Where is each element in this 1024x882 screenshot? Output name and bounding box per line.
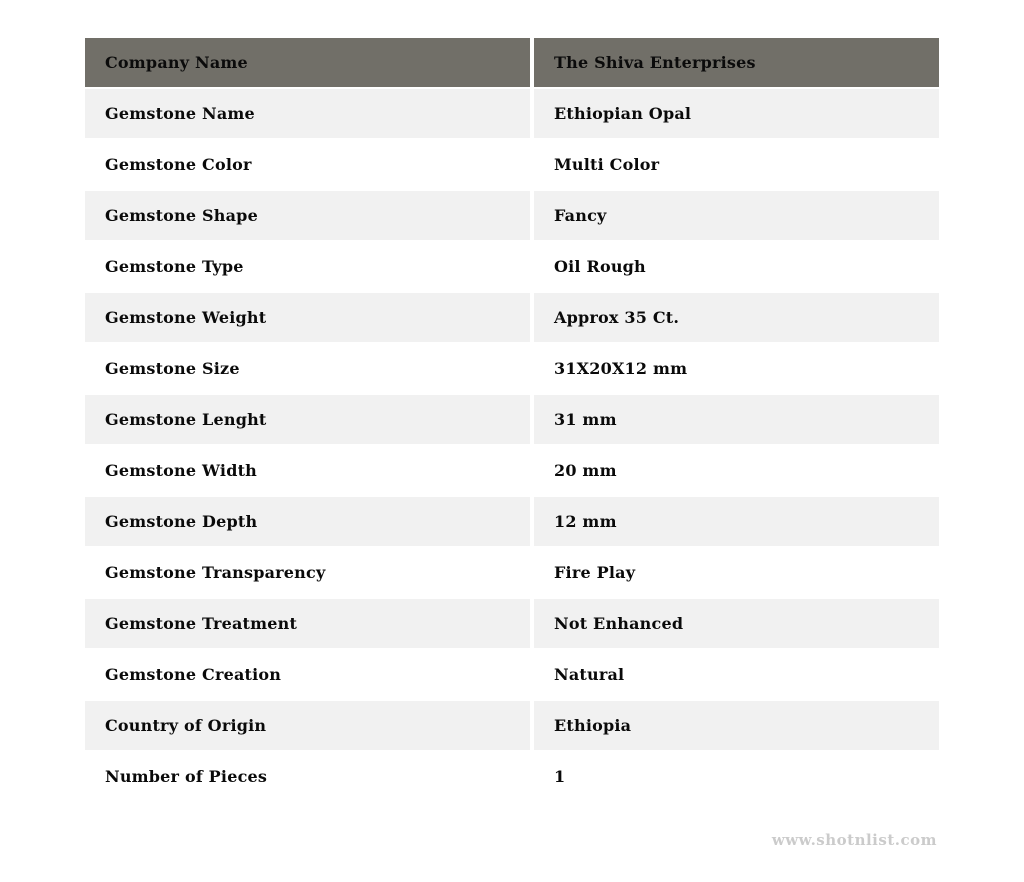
row-value-cell: 1 [534,752,939,801]
header-company-label: Company Name [85,38,530,87]
table-row [85,293,939,342]
row-value-cell: 31 mm [534,395,939,444]
row-label-cell: Gemstone Weight [85,293,530,342]
gemstone-spec-table [81,36,943,803]
row-label-cell: Gemstone Type [85,242,530,291]
row-label-cell: Gemstone Transparency [85,548,530,597]
row-value-cell: Ethiopian Opal [534,89,939,138]
row-value-cell: Multi Color [534,140,939,189]
table-row [85,599,939,648]
row-value-cell: Natural [534,650,939,699]
row-label-cell: Gemstone Treatment [85,599,530,648]
row-value-cell: 20 mm [534,446,939,495]
row-label-cell: Gemstone Creation [85,650,530,699]
row-label-cell: Number of Pieces [85,752,530,801]
row-value-cell: Fire Play [534,548,939,597]
table-row [85,701,939,750]
table-body [85,89,939,801]
row-label-cell: Gemstone Lenght [85,395,530,444]
row-value-cell: 12 mm [534,497,939,546]
table-row [85,446,939,495]
row-value-cell: Ethiopia [534,701,939,750]
table-row [85,140,939,189]
row-label-cell: Gemstone Width [85,446,530,495]
row-label-cell: Gemstone Size [85,344,530,393]
table-row [85,395,939,444]
row-label-cell: Gemstone Depth [85,497,530,546]
header-company-value: The Shiva Enterprises [534,38,939,87]
table-row [85,191,939,240]
table-header-row [85,38,939,87]
row-value-cell: 31X20X12 mm [534,344,939,393]
table-row [85,344,939,393]
table-row [85,89,939,138]
row-label-cell: Gemstone Name [85,89,530,138]
row-value-cell: Fancy [534,191,939,240]
table-row [85,242,939,291]
row-label-cell: Gemstone Shape [85,191,530,240]
row-value-cell: Not Enhanced [534,599,939,648]
row-label-cell: Country of Origin [85,701,530,750]
table-row [85,497,939,546]
watermark-text: www.shotnlist.com [771,831,937,849]
row-value-cell: Approx 35 Ct. [534,293,939,342]
table-row [85,752,939,801]
row-label-cell: Gemstone Color [85,140,530,189]
table-head [85,38,939,87]
row-value-cell: Oil Rough [534,242,939,291]
table-row [85,548,939,597]
table-row [85,650,939,699]
